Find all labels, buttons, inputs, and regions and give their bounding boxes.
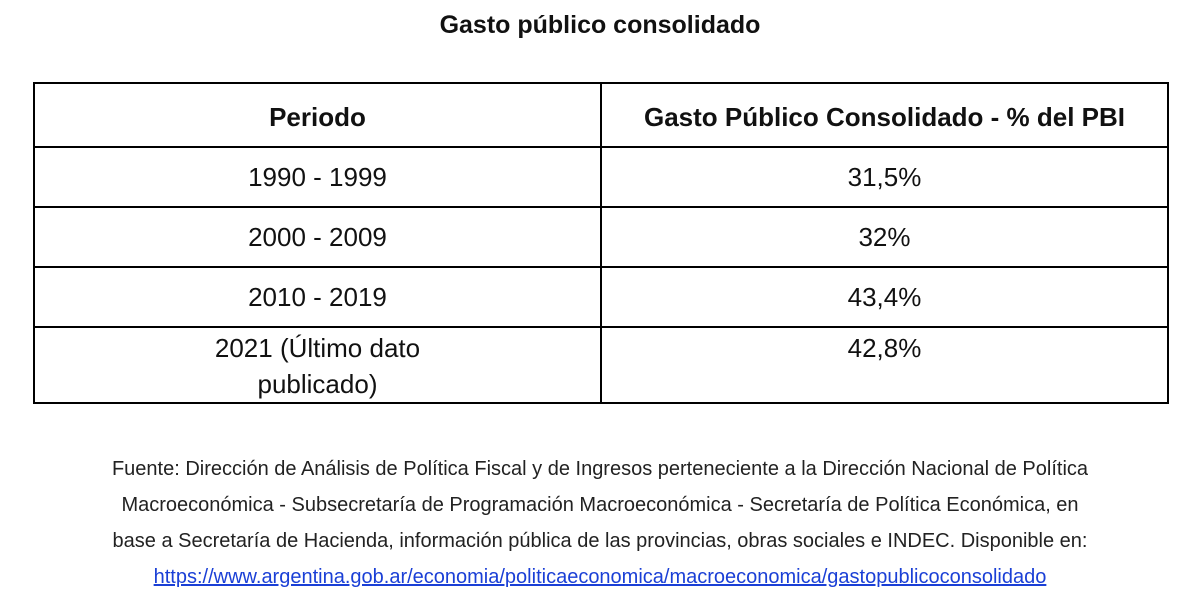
table-row [34,147,1168,207]
period-cell-line: 2021 (Último dato [214,333,421,363]
column-header-period: Periodo [34,83,601,147]
table-row [34,267,1168,327]
value-cell: 32% [601,207,1168,267]
source-note [30,451,1170,595]
source-line: base a Secretaría de Hacienda, información pública de las provincias, obras sociales e INDEC. Disponible en: [112,530,1088,552]
table-header-row [34,83,1168,147]
source-line: Macroeconómica - Subsecretaría de Programación Macroeconómica - Secretaría de Política Económica, en [121,494,1079,516]
column-header-value: Gasto Público Consolidado - % del PBI [601,83,1168,147]
period-cell: 1990 - 1999 [34,147,601,207]
period-cell [34,327,601,403]
value-cell: 43,4% [601,267,1168,327]
period-cell: 2010 - 2019 [34,267,601,327]
period-cell: 2000 - 2009 [34,207,601,267]
table-row [34,327,1168,403]
page-title: Gasto público consolidado [439,11,761,39]
value-cell: 31,5% [601,147,1168,207]
source-line: Fuente: Dirección de Análisis de Política Fiscal y de Ingresos perteneciente a la Dirección Nacional de Política [111,458,1089,480]
period-cell-line: publicado) [257,369,378,399]
source-link[interactable]: https://www.argentina.gob.ar/economia/politicaeconomica/macroeconomica/gastopublicoconsolidado [153,566,1047,588]
table-row [34,207,1168,267]
data-table [33,82,1169,404]
value-cell: 42,8% [601,327,1168,403]
